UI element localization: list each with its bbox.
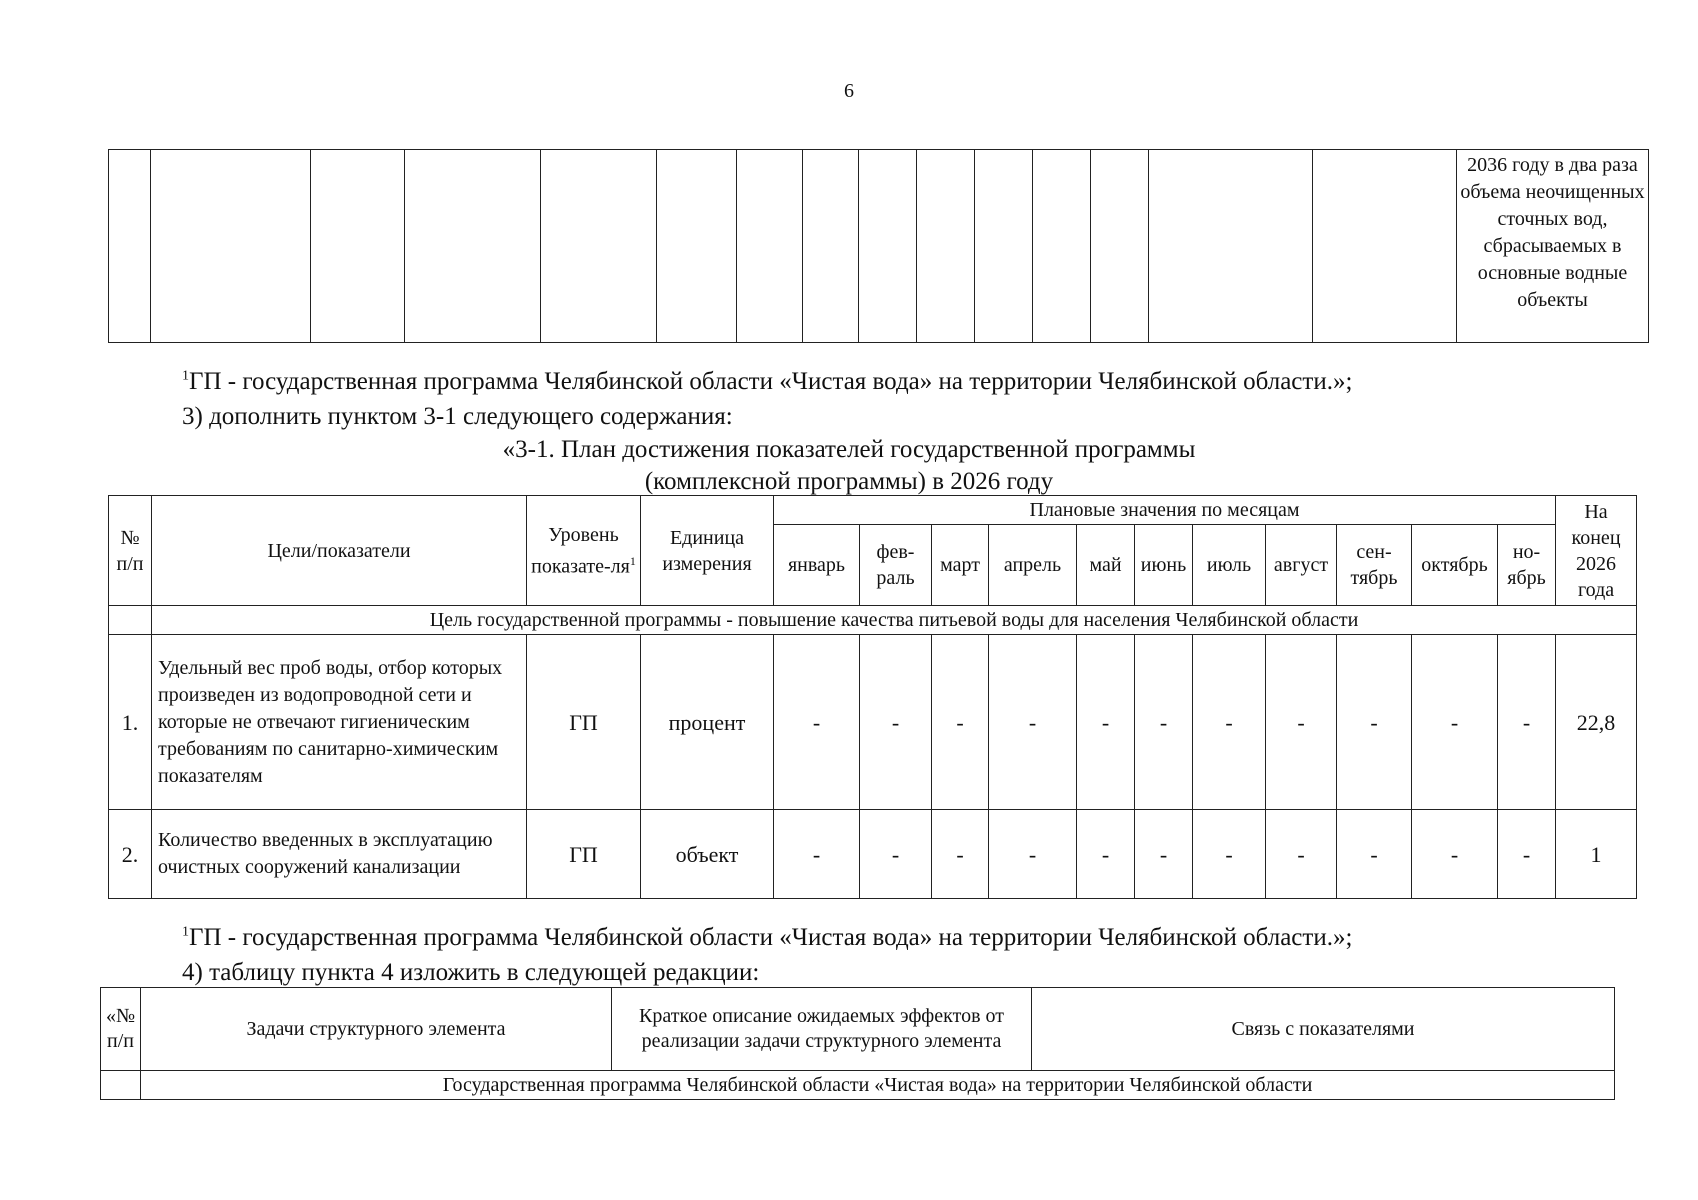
table-cell <box>803 150 859 343</box>
header-monthly: Плановые значения по месяцам <box>774 496 1556 525</box>
header-num: № п/п <box>109 496 152 606</box>
table-cell <box>975 150 1033 343</box>
table-cell <box>737 150 803 343</box>
header-end: На конец 2026 года <box>1556 496 1637 606</box>
row-end-value: 22,8 <box>1556 635 1637 810</box>
row-month-value: - <box>1135 810 1193 899</box>
footnote <box>182 924 1352 952</box>
table-cell <box>311 150 405 343</box>
row-unit: процент <box>641 635 774 810</box>
goal-text: Цель государственной программы - повышение качества питьевой воды для населения Челябинской области <box>152 606 1637 635</box>
row-month-value: - <box>774 635 860 810</box>
month-header: август <box>1266 525 1337 606</box>
table-cell <box>541 150 657 343</box>
footnote-marker: 1 <box>182 368 189 384</box>
row-month-value: - <box>860 810 932 899</box>
plan-title-line-2: (комплексной программы) в 2026 году <box>644 468 1054 495</box>
tasks-table <box>100 987 1615 1100</box>
table-cell <box>1033 150 1091 343</box>
footnote-marker: 1 <box>182 924 189 940</box>
month-header: фев-раль <box>860 525 932 606</box>
table-row <box>109 635 1637 810</box>
plan-table <box>108 495 1637 899</box>
table-cell <box>1313 150 1457 343</box>
footnote <box>182 368 1352 396</box>
header-link: Связь с показателями <box>1032 988 1615 1071</box>
plan-title-line-1: «3-1. План достижения показателей государственной программы <box>502 436 1196 463</box>
row-name: Удельный вес проб воды, отбор которых произведен из водопроводной сети и которые не отвечают гигиеническим требованиям по санитарно-химическим показателям <box>152 635 527 810</box>
header-unit: Единица измерения <box>641 496 774 606</box>
table-cell <box>109 606 152 635</box>
program-row-text: Государственная программа Челябинской области «Чистая вода» на территории Челябинской области <box>141 1071 1615 1100</box>
row-month-value: - <box>1193 635 1266 810</box>
row-month-value: - <box>989 635 1077 810</box>
header-row <box>109 496 1637 525</box>
table-row <box>101 1071 1615 1100</box>
row-month-value: - <box>774 810 860 899</box>
table-cell <box>859 150 917 343</box>
row-month-value: - <box>1077 810 1135 899</box>
continuation-table <box>108 149 1649 343</box>
paragraph-item-3: 3) дополнить пунктом 3-1 следующего содержания: <box>182 403 733 430</box>
row-level: ГП <box>527 810 641 899</box>
header-level-text: Уровень показате-ля <box>531 523 630 578</box>
month-header: июль <box>1193 525 1266 606</box>
month-header: но-ябрь <box>1498 525 1556 606</box>
header-tasks: Задачи структурного элемента <box>141 988 612 1071</box>
month-header: май <box>1077 525 1135 606</box>
row-month-value: - <box>1412 810 1498 899</box>
goal-row <box>109 606 1637 635</box>
paragraph-item-4: 4) таблицу пункта 4 изложить в следующей редакции: <box>182 959 760 986</box>
page-number: 6 <box>844 80 854 102</box>
month-header: октябрь <box>1412 525 1498 606</box>
row-month-value: - <box>932 810 989 899</box>
header-row <box>101 988 1615 1071</box>
table-cell <box>151 150 311 343</box>
month-header: январь <box>774 525 860 606</box>
row-level: ГП <box>527 635 641 810</box>
table-cell <box>1149 150 1313 343</box>
row-month-value: - <box>932 635 989 810</box>
table-cell <box>657 150 737 343</box>
month-header: март <box>932 525 989 606</box>
table-row <box>109 150 1649 343</box>
row-month-value: - <box>1135 635 1193 810</box>
row-month-value: - <box>1193 810 1266 899</box>
row-month-value: - <box>1266 635 1337 810</box>
footnote-marker: 1 <box>629 553 636 568</box>
row-month-value: - <box>1077 635 1135 810</box>
row-end-value: 1 <box>1556 810 1637 899</box>
footnote-text: ГП - государственная программа Челябинской области «Чистая вода» на территории Челябинской области.»; <box>189 368 1353 395</box>
row-name: Количество введенных в эксплуатацию очистных сооружений канализации <box>152 810 527 899</box>
table-cell-text: 2036 году в два раза объема неочищенных сточных вод, сбрасываемых в основные водные объекты <box>1457 150 1649 343</box>
row-unit: объект <box>641 810 774 899</box>
header-effects: Краткое описание ожидаемых эффектов от реализации задачи структурного элемента <box>612 988 1032 1071</box>
table-cell <box>109 150 151 343</box>
table-cell <box>405 150 541 343</box>
month-header: июнь <box>1135 525 1193 606</box>
header-num: «№ п/п <box>101 988 141 1071</box>
month-header: сен-тябрь <box>1337 525 1412 606</box>
footnote-text: ГП - государственная программа Челябинской области «Чистая вода» на территории Челябинской области.»; <box>189 924 1353 951</box>
row-month-value: - <box>1337 810 1412 899</box>
row-month-value: - <box>989 810 1077 899</box>
header-goals: Цели/показатели <box>152 496 527 606</box>
table-cell <box>1091 150 1149 343</box>
table-cell <box>917 150 975 343</box>
row-num: 1. <box>109 635 152 810</box>
row-month-value: - <box>1498 810 1556 899</box>
month-header: апрель <box>989 525 1077 606</box>
row-month-value: - <box>1412 635 1498 810</box>
row-month-value: - <box>860 635 932 810</box>
table-cell <box>101 1071 141 1100</box>
row-month-value: - <box>1498 635 1556 810</box>
row-month-value: - <box>1266 810 1337 899</box>
row-month-value: - <box>1337 635 1412 810</box>
table-row <box>109 810 1637 899</box>
header-level <box>527 496 641 606</box>
row-num: 2. <box>109 810 152 899</box>
